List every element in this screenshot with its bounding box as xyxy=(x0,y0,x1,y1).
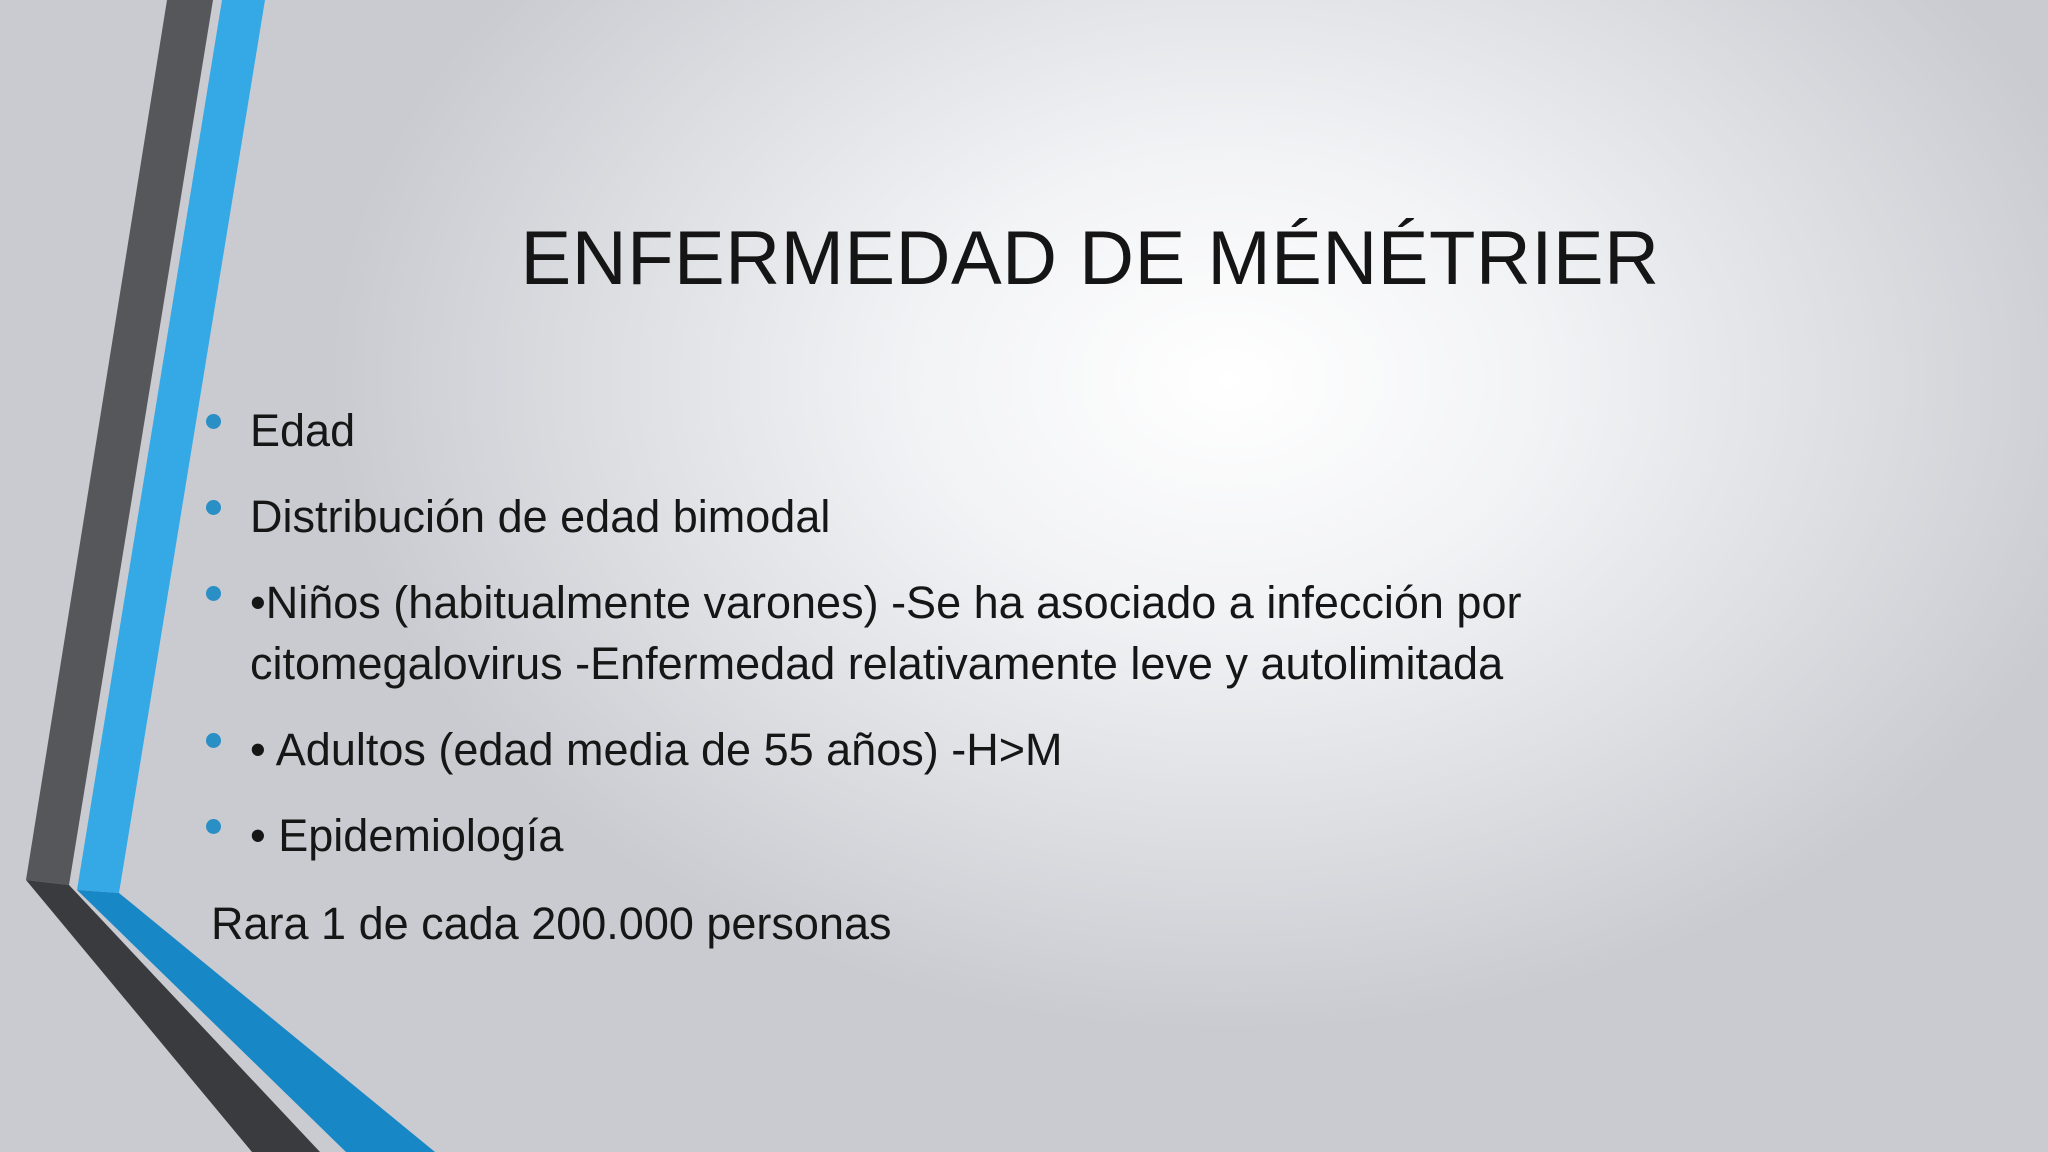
slide-title: ENFERMEDAD DE MÉNÉTRIER xyxy=(520,216,1660,301)
bullet-dot-icon xyxy=(206,819,221,834)
bullet-item-adultos xyxy=(200,719,1700,780)
bullet-item-distribucion xyxy=(200,486,1700,547)
bullet-dot-icon xyxy=(206,586,221,601)
bullet-text: Edad xyxy=(250,405,356,456)
bullet-dot-icon xyxy=(206,733,221,748)
prevalence-text: Rara 1 de cada 200.000 personas xyxy=(211,898,892,949)
bullet-dot-icon xyxy=(206,414,221,429)
bullet-list xyxy=(200,400,1700,891)
bullet-dot-icon xyxy=(206,500,221,515)
bullet-item-edad xyxy=(200,400,1700,461)
bullet-text: • Adultos (edad media de 55 años) -H>M xyxy=(250,724,1063,775)
bullet-item-epidemiologia xyxy=(200,805,1700,866)
bullet-text: • Epidemiología xyxy=(250,810,564,861)
bullet-item-ninos xyxy=(200,572,1700,694)
bullet-text: Distribución de edad bimodal xyxy=(250,491,831,542)
bullet-text: •Niños (habitualmente varones) -Se ha asociado a infección por citomegalovirus -Enfermedad relativamente leve y autolimitada xyxy=(250,577,1522,689)
